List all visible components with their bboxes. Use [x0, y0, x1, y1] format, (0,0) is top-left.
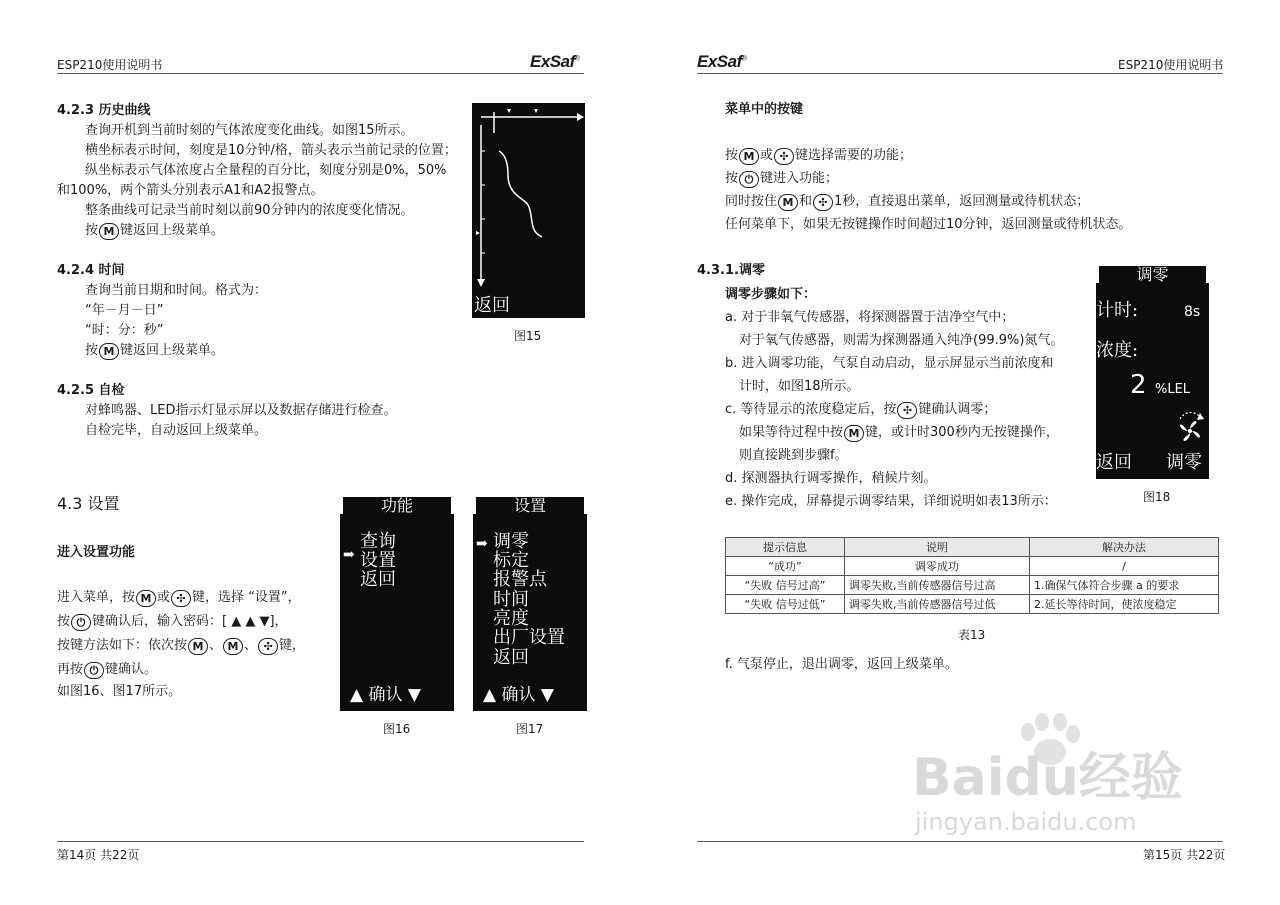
menu-item: 亮度: [493, 608, 529, 629]
pump-fan-icon: [1174, 411, 1206, 443]
menu-item: 查询: [360, 531, 396, 552]
concentration-unit: %LEL: [1155, 382, 1191, 397]
m-key-icon: M: [223, 638, 243, 655]
left-header-rule: [57, 73, 584, 74]
timer-label: 计时:: [1096, 300, 1139, 321]
step-f: f. 气泵停止，退出调零，返回上级菜单。: [725, 657, 958, 672]
table-header-cell: 说明: [845, 538, 1030, 557]
left-logo: ExSaf®: [530, 52, 580, 71]
m-key-icon: M: [778, 194, 798, 211]
table-row: [726, 576, 1219, 595]
m-key-icon: M: [188, 638, 208, 655]
figure-16-function-menu: [340, 494, 454, 711]
power-key-icon: ⏻: [84, 662, 104, 679]
table-header-row: [726, 538, 1219, 557]
back-label: 返回: [474, 295, 510, 316]
table-header-cell: 提示信息: [726, 538, 845, 557]
paragraph-line: 再按 ⏻ 键确认。: [57, 662, 158, 677]
watermark-url: jingyan.baidu.com: [915, 808, 1137, 836]
selected-arrow-icon: ➡: [476, 536, 488, 552]
section-title-4-2-4: 4.2.4 时间: [57, 263, 125, 278]
menu-item: 时间: [493, 589, 529, 610]
figure-17-caption: 图17: [516, 722, 544, 736]
paragraph-line: 横坐标表示时间，刻度是10分钟/格，箭头表示当前记录的位置；: [85, 143, 457, 158]
table-cell: “失败 信号过高”: [726, 576, 845, 595]
fan-key-icon: ✣: [813, 194, 833, 211]
table-cell: 2.延长等待时间，使浓度稳定: [1030, 595, 1219, 614]
figure-18-caption: 图18: [1143, 490, 1171, 504]
menu-keys-title: 菜单中的按键: [725, 102, 804, 117]
paragraph-line: “时：分：秒”: [85, 323, 164, 338]
section-title-4-3-1: 4.3.1.调零: [697, 263, 765, 278]
right-header-rule: [697, 73, 1223, 74]
figure-17-settings-menu: [473, 494, 587, 711]
menu-item: 标定: [493, 550, 529, 571]
watermark-brand: Baidu经验: [912, 748, 1183, 808]
step-c: c. 等待显示的浓度稳定后，按 ✣ 键确认调零；: [725, 402, 997, 417]
fan-key-icon: ✣: [258, 638, 278, 655]
table-cell: 调零成功: [845, 557, 1030, 576]
screen-title: 设置: [476, 497, 584, 514]
step-d: d. 探测器执行调零操作，稍候片刻。: [725, 471, 937, 486]
paragraph-line: 按 ⏻ 键进入功能；: [725, 171, 839, 186]
figure-15-history-screen: [472, 103, 585, 318]
concentration-value: 2: [1130, 370, 1147, 400]
concentration-label: 浓度:: [1096, 340, 1139, 361]
table-row: [726, 595, 1219, 614]
menu-item: 返回: [493, 647, 529, 668]
back-softkey-label: 返回: [1096, 452, 1132, 473]
m-key-icon: M: [136, 590, 156, 607]
step-e: e. 操作完成，屏幕提示调零结果，详细说明如表13所示：: [725, 494, 1057, 509]
paragraph-line: 查询开机到当前时刻的气体浓度变化曲线。如图15所示。: [85, 123, 414, 138]
fan-key-icon: ✣: [171, 590, 191, 607]
step-a: a. 对于非氧气传感器，将探测器置于洁净空气中；: [725, 310, 1015, 325]
left-header-title: ESP210使用说明书: [57, 58, 163, 72]
m-key-icon: M: [739, 148, 759, 165]
zero-softkey-label: 调零: [1166, 452, 1202, 473]
step-c-cont: 如果等待过程中按 M 键，或计时300秒内无按键操作，: [739, 425, 1059, 440]
step-b-cont: 计时，如图18所示。: [739, 379, 860, 394]
right-header-title: ESP210使用说明书: [1118, 58, 1224, 72]
left-footer-rule: [57, 841, 584, 842]
paragraph-line: 进入菜单，按 M 或 ✣ 键，选择 “设置”，: [57, 590, 301, 605]
history-curve-chart: [472, 103, 585, 318]
softkey-bar: ▲ 确认 ▼: [350, 685, 421, 705]
table-cell: 调零失败,当前传感器信号过高: [845, 576, 1030, 595]
menu-item: 设置: [360, 550, 396, 571]
paragraph-line: 同时按住 M 和 ✣ 1秒，直接退出菜单，返回测量或待机状态；: [725, 194, 1090, 209]
paragraph-line: 按 ⏻ 键确认后，输入密码：[ ▲ ▲ ▼]，: [57, 614, 288, 629]
paragraph-line: 整条曲线可记录当前时刻以前90分钟内的浓度变化情况。: [85, 203, 414, 218]
left-page-number: 第14页 共22页: [57, 848, 140, 862]
subsection-title: 进入设置功能: [57, 545, 136, 560]
paragraph-line: 按键方法如下：依次按 M 、 M 、 ✣ 键，: [57, 638, 306, 653]
paragraph-line: 和100%，两个箭头分别表示A1和A2报警点。: [57, 183, 324, 198]
softkey-bar: ▲ 确认 ▼: [483, 685, 554, 705]
right-logo: ExSaf®: [697, 52, 747, 71]
section-title-4-2-3: 4.2.3 历史曲线: [57, 103, 151, 118]
right-footer-rule: [697, 841, 1223, 842]
timer-value: 8s: [1184, 304, 1201, 320]
right-page-number: 第15页 共22页: [1143, 848, 1226, 862]
section-title-4-3: 4.3 设置: [57, 494, 120, 513]
paragraph-line: “年－月－日”: [85, 303, 164, 318]
step-a-note: 对于氧气传感器，则需为探测器通入纯净(99.9%)氮气。: [739, 333, 1064, 348]
paragraph-line: 任何菜单下，如果无按键操作时间超过10分钟，返回测量或待机状态。: [725, 217, 1132, 232]
menu-item: 报警点: [493, 569, 547, 590]
paragraph-line: 如图16、图17所示。: [57, 684, 182, 699]
step-b: b. 进入调零功能，气泵自动启动，显示屏显示当前浓度和: [725, 356, 1054, 371]
step-c-cont: 则直接跳到步骤f。: [739, 448, 848, 463]
table-13: [725, 537, 1219, 614]
back-instruction: 按 M 键返回上级菜单。: [85, 343, 225, 358]
m-key-icon: M: [99, 223, 119, 240]
table-13-caption: 表13: [958, 628, 986, 642]
power-key-icon: ⏻: [739, 171, 759, 188]
screen-title: 调零: [1099, 266, 1206, 283]
m-key-icon: M: [99, 343, 119, 360]
paragraph-line: 自检完毕，自动返回上级菜单。: [85, 423, 268, 438]
table-cell: 1.确保气体符合步骤 a 的要求: [1030, 576, 1219, 595]
screen-title: 功能: [343, 497, 451, 514]
figure-15-caption: 图15: [514, 329, 542, 343]
paragraph-line: 纵坐标表示气体浓度占全量程的百分比，刻度分别是0%，50%: [85, 163, 447, 178]
paragraph-line: 查询当前日期和时间。格式为：: [85, 283, 268, 298]
back-instruction: 按 M 键返回上级菜单。: [85, 223, 225, 238]
table-cell: /: [1030, 557, 1219, 576]
table-cell: “失败 信号过低”: [726, 595, 845, 614]
paragraph-line: 对蜂鸣器、LED指示灯显示屏以及数据存储进行检查。: [85, 403, 397, 418]
fan-key-icon: ✣: [897, 402, 917, 419]
selected-arrow-icon: ➡: [343, 547, 355, 563]
table-cell: “成功”: [726, 557, 845, 576]
menu-item: 返回: [360, 569, 396, 590]
figure-18-zero-screen: [1096, 263, 1209, 479]
menu-item: 调零: [493, 531, 529, 552]
table-header-cell: 解决办法: [1030, 538, 1219, 557]
table-cell: 调零失败,当前传感器信号过低: [845, 595, 1030, 614]
figure-16-caption: 图16: [383, 722, 411, 736]
paragraph-line: 按 M 或 ✣ 键选择需要的功能；: [725, 148, 913, 163]
power-key-icon: ⏻: [71, 614, 91, 631]
subsection-title: 调零步骤如下：: [725, 287, 817, 302]
table-row: [726, 557, 1219, 576]
menu-item: 出厂设置: [493, 627, 565, 648]
fan-key-icon: ✣: [774, 148, 794, 165]
m-key-icon: M: [844, 425, 864, 442]
section-title-4-2-5: 4.2.5 自检: [57, 383, 125, 398]
